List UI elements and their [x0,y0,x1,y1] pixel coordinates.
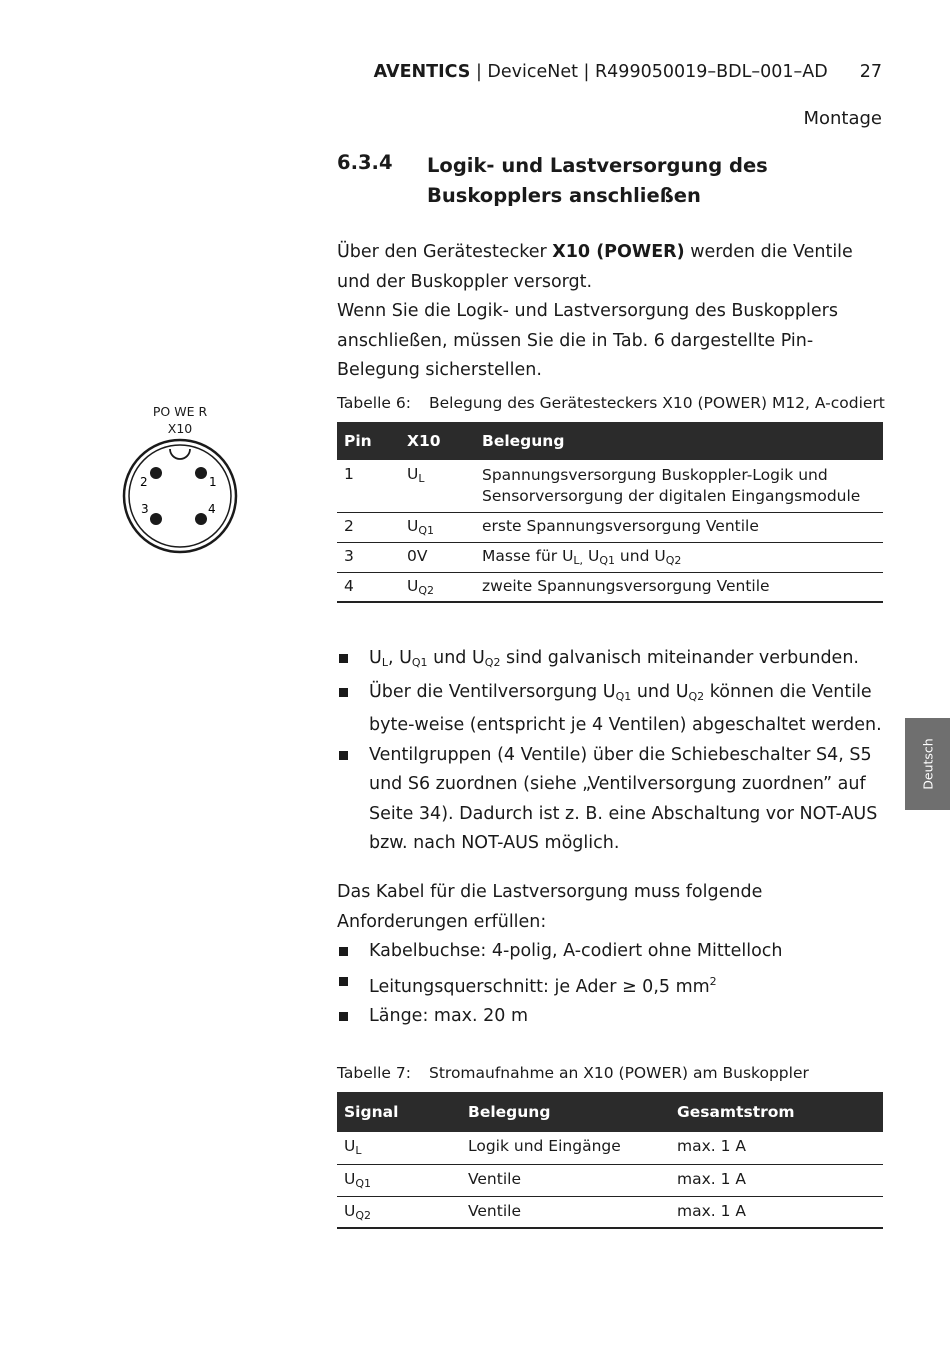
cable-requirement-list [337,937,887,1031]
table6 [337,422,883,603]
table-header-cell: Signal [337,1092,461,1132]
pin-1-dot [195,467,207,479]
intro-text [337,238,887,386]
connector-label-x10: X10 [167,421,193,436]
table-header-cell: Belegung [461,1092,670,1132]
pin-4-dot [195,513,207,525]
intro-paragraph-2: Wenn Sie die Logik- und Lastversorgung des Buskopplers anschließen, müssen Sie die in Tab. 6 dargestellte Pin-Belegung sicherstellen. [337,301,838,380]
table-row: 1 $U_L$ Spannungsversorgung Buskoppler-Logik und Sensorversorgung der digitalen Eingangsmodule [337,460,883,512]
table-header-row [337,1092,883,1132]
language-tab[interactable] [905,718,950,810]
pin-3-dot [150,513,162,525]
pin-1-label: 1 [209,475,217,489]
list-item: $U_L$, $U_{Q1}$ und $U_{Q2}$ sind galvanisch miteinander verbunden. [337,644,887,678]
running-header [374,62,882,82]
table-row: 2 $U_{Q1}$ erste Spannungsversorgung Ventile [337,512,883,542]
table-row: $U_{Q2}$ Ventile max. 1 A [337,1196,883,1228]
section-name: Montage [803,108,882,129]
heading-title: Logik- und Lastversorgung des Buskopplers anschließen [427,154,768,207]
table7 [337,1092,883,1229]
table-row: $U_L$ Logik und Eingänge max. 1 A [337,1132,883,1164]
language-tab-label: Deutsch [920,738,935,790]
info-bullet-list [337,644,887,859]
list-item: Kabelbuchse: 4-polig, A-codiert ohne Mittelloch [337,937,887,967]
pin-3-label: 3 [141,502,149,516]
list-item: Länge: max. 20 m [337,1002,887,1032]
brand-name: AVENTICS [373,62,471,82]
page-number: 27 [859,62,882,82]
table-header-cell: Pin [337,422,400,460]
pin-2-label: 2 [140,475,148,489]
cable-intro: Das Kabel für die Lastversorgung muss folgende Anforderungen erfüllen: [337,882,763,932]
list-item: Ventilgruppen (4 Ventile) über die Schiebeschalter S4, S5 und S6 zuordnen (siehe „Ventilversorgung zuordnen” auf Seite 34). Dadurch ist z. B. eine Abschaltung vor NOT-AUS bzw. nach NOT-AUS möglich. [337,741,887,859]
list-item: Über die Ventilversorgung $U_{Q1}$ und $U_{Q2}$ können die Ventile byte-weise (entspricht je 4 Ventilen) abgeschaltet werden. [337,678,887,741]
list-item: Leitungsquerschnitt: je Ader ≥ 0,5 $mm^2$ [337,967,887,1002]
table7-caption: Tabelle 7: Stromaufnahme an X10 (POWER) am Buskoppler [337,1064,809,1082]
cable-requirements [337,878,887,1031]
table6-caption: Tabelle 6: Belegung des Gerätesteckers X10 (POWER) M12, A-codiert [337,394,885,412]
heading-number: 6.3.4 [337,151,393,174]
document-id: | DeviceNet | R499050019–BDL–001–AD [470,62,828,82]
pin-4-label: 4 [208,502,216,516]
pin-2-dot [150,467,162,479]
connector-label-power: PO WE R [152,404,208,419]
table-row: $U_{Q1}$ Ventile max. 1 A [337,1164,883,1196]
table-header-cell: Belegung [475,422,883,460]
table-header-cell: Gesamtstrom [670,1092,883,1132]
m12-connector-icon [120,436,242,556]
table-row: 3 0V Masse für $U_{L,}$ $U_{Q1}$ und $U_{Q2}$ [337,542,883,572]
table-header-cell: X10 [400,422,475,460]
intro-paragraph-1: Über den Gerätestecker X10 (POWER) werden die Ventile und der Buskoppler versorgt. [337,242,853,292]
table-header-row [337,422,883,460]
table-row: 4 $U_{Q2}$ zweite Spannungsversorgung Ventile [337,572,883,602]
